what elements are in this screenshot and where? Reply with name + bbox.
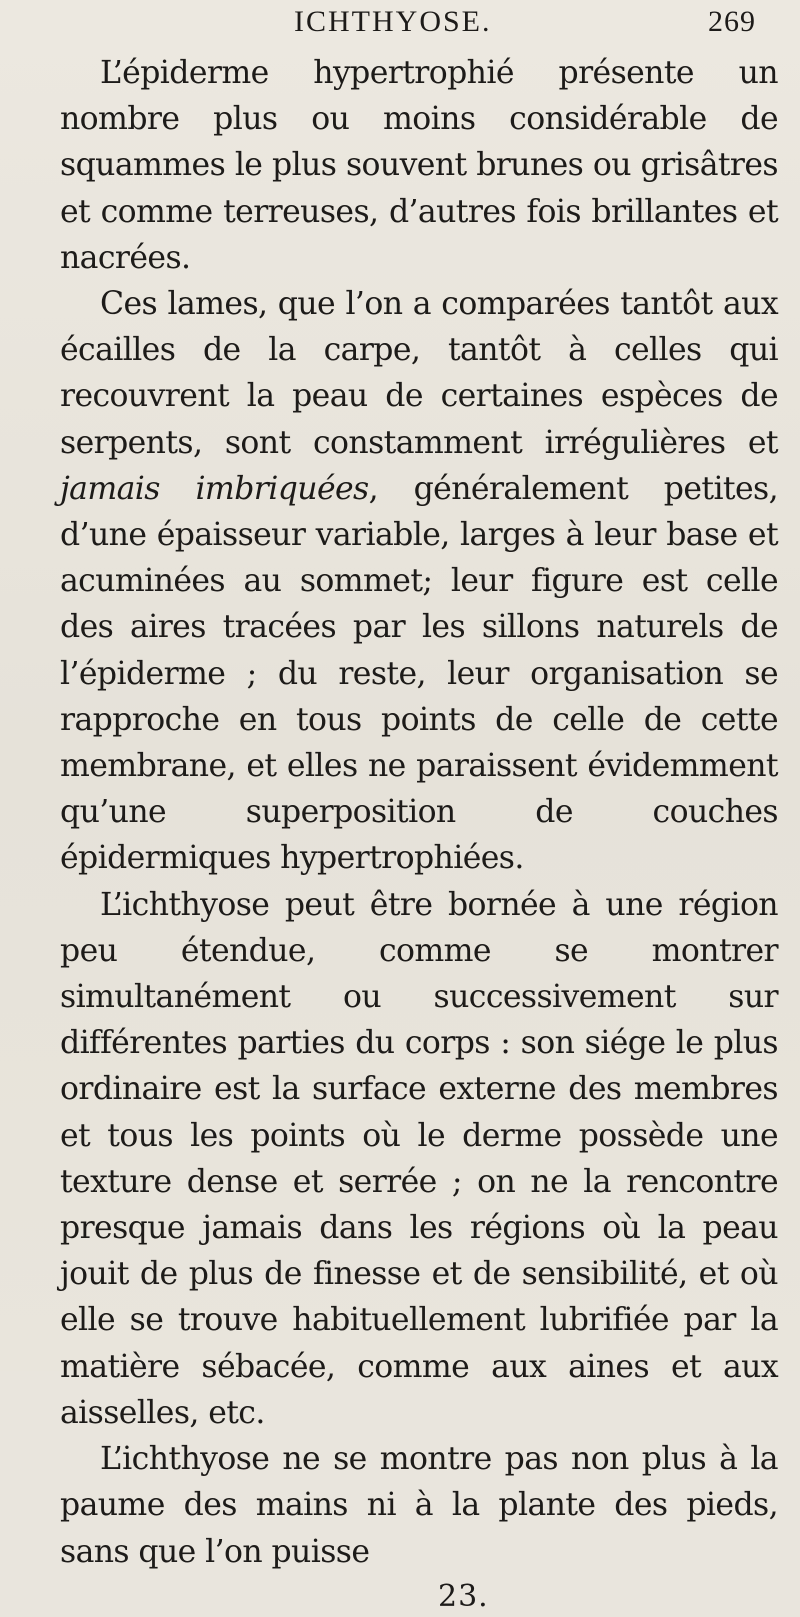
- page-number: 269: [708, 5, 756, 38]
- paragraph-2-part-1: Ces lames, que l’on a comparées tantôt aux écailles de la carpe, tantôt à celles qui recouvrent la peau de certaines espèces de serpents, sont constamment irrégulières et: [60, 286, 778, 461]
- paragraph-4: L’ichthyose ne se montre pas non plus à la paume des mains ni à la plante des pieds, sans que l’on puisse: [60, 1441, 778, 1570]
- paragraph-3: L’ichthyose peut être bornée à une région peu étendue, comme se montrer simultanément ou successivement sur différentes parties du corps : son siége le plus ordinaire est la surface externe des membres et tous les points où le derme possède une texture dense et serrée ; on ne la rencontre presque jamais dans les régions où la peau jouit de plus de finesse et de sensibilité, et où elle se trouve habituellement lubrifiée par la matière sébacée, comme aux aines et aux aisselles, etc.: [60, 886, 778, 1431]
- paragraph-2-part-2: , généralement petites, d’une épaisseur variable, larges à leur base et acuminées au sommet; leur figure est celle des aires tracées par les sillons naturels de l’épiderme ; du reste, leur organisation se rapproche en tous points de celle de cette membrane, et elles ne paraissent évidemment qu’une superposition de couches épidermiques hypertrophiées.: [60, 470, 778, 877]
- chapter-title: ICHTHYOSE.: [294, 5, 492, 38]
- paragraph-1: L’épiderme hypertrophié présente un nombre plus ou moins considérable de squammes le plus souvent brunes ou grisâtres et comme terreuses, d’autres fois brillantes et nacrées.: [60, 55, 778, 276]
- running-head: [60, 0, 778, 40]
- paragraph-2: [60, 281, 778, 882]
- paragraph-2-italic: jamais imbriquées: [60, 470, 369, 507]
- body-text: [60, 50, 778, 1575]
- signature-mark: 23.: [438, 1578, 489, 1614]
